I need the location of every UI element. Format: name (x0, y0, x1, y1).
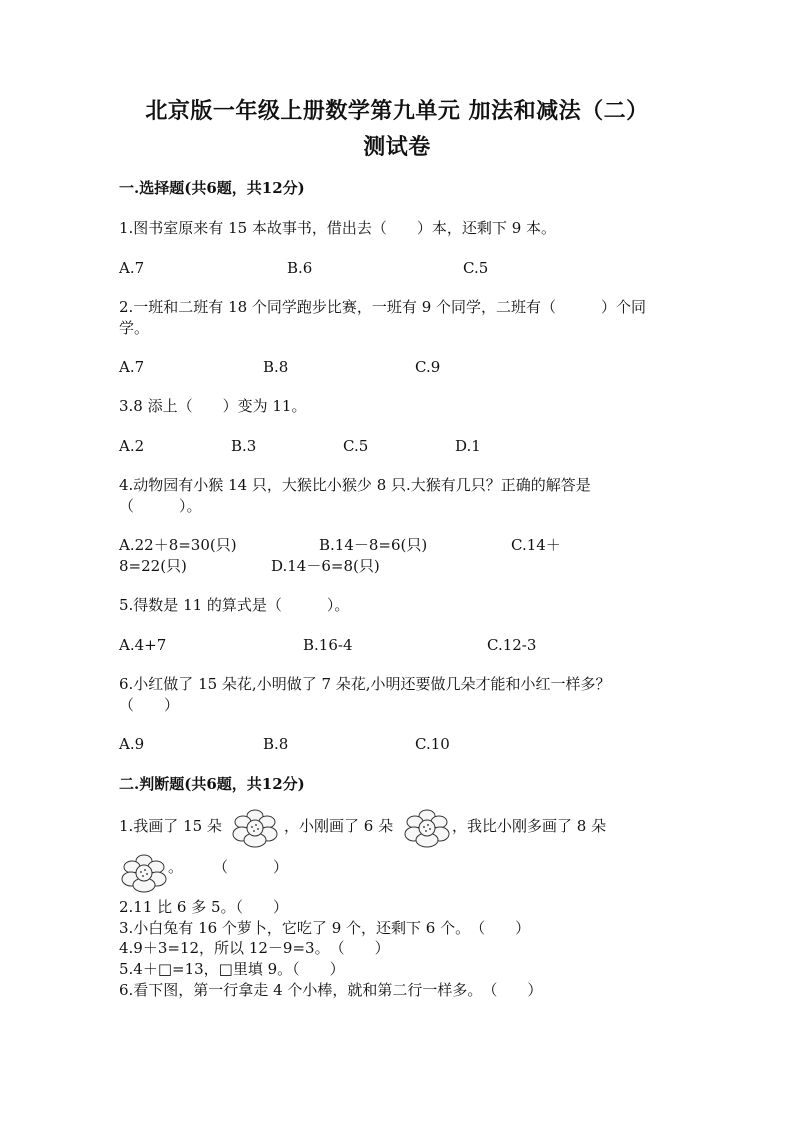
q1-4-text-line2: （ ）。 (119, 497, 202, 515)
q2-1-text-part3: ，我比小刚多画了 8 朵 (452, 817, 607, 835)
q1-4-option-c-part1: C.14＋ (511, 536, 561, 554)
q1-2-text-line1: 2.一班和二班有 18 个同学跑步比赛，一班有 9 个同学，二班有（ ）个同 (119, 298, 647, 316)
page-title: 北京版一年级上册数学第九单元 加法和减法（二） (145, 98, 649, 124)
q2-2-text: 2.11 比 6 多 5。（ ） (119, 898, 289, 916)
q1-4-option-d: D.14－6=8(只) (271, 557, 380, 575)
q2-1-text-part2: ，小刚画了 6 朵 (284, 817, 394, 835)
q2-3-text: 3.小白兔有 16 个萝卜，它吃了 9 个，还剩下 6 个。 （ ） (119, 919, 531, 937)
q1-6-option-a: A.9 (119, 735, 145, 753)
q1-4-option-b: B.14－8=6(只) (319, 536, 428, 554)
q1-6-option-b: B.8 (263, 735, 289, 753)
q1-4-text-line1: 4.动物园有小猴 14 只，大猴比小猴少 8 只.大猴有几只？正确的解答是 (119, 476, 591, 494)
q1-1-option-c: C.5 (463, 259, 489, 277)
q2-1-text-part4: 。 （ ） (168, 858, 289, 876)
q1-3-text: 3.8 添上（ ）变为 11。 (119, 397, 307, 415)
q1-4-option-a: A.22＋8=30(只) (119, 536, 237, 554)
q2-5-text: 5.4＋□=13，□里填 9。（ ） (119, 960, 345, 978)
q1-1-option-b: B.6 (287, 259, 313, 277)
q2-6-text: 6.看下图，第一行拿走 4 个小棒，就和第二行一样多。 （ ） (119, 981, 543, 999)
q1-4-option-c-part2: 8=22(只) (119, 557, 187, 575)
q1-6-option-c: C.10 (415, 735, 450, 753)
flower-icon (232, 808, 278, 848)
q1-5-option-b: B.16-4 (303, 636, 353, 654)
section2-heading: 二.判断题(共6题，共12分) (119, 775, 305, 793)
q1-2-option-b: B.8 (263, 358, 289, 376)
q1-1-text: 1.图书室原来有 15 本故事书，借出去（ ）本，还剩下 9 本。 (119, 219, 557, 237)
q1-1-option-a: A.7 (119, 259, 145, 277)
q1-5-text: 5.得数是 11 的算式是（ ）。 (119, 596, 350, 614)
q1-2-option-c: C.9 (415, 358, 441, 376)
q2-4-text: 4.9＋3=12，所以 12－9=3。 （ ） (119, 939, 390, 957)
q1-2-text-line2: 学。 (119, 319, 150, 337)
q1-3-option-a: A.2 (119, 437, 145, 455)
q1-2-option-a: A.7 (119, 358, 145, 376)
q2-1-text-part1: 1.我画了 15 朵 (119, 817, 222, 835)
q1-3-option-b: B.3 (231, 437, 257, 455)
page-subtitle: 测试卷 (363, 134, 431, 160)
flower-icon (121, 853, 167, 893)
q1-5-option-a: A.4+7 (119, 636, 167, 654)
q1-3-option-c: C.5 (343, 437, 369, 455)
section1-heading: 一.选择题(共6题，共12分) (119, 179, 305, 197)
q1-5-option-c: C.12-3 (487, 636, 537, 654)
q1-6-text-line1: 6.小红做了 15 朵花,小明做了 7 朵花,小明还要做几朵才能和小红一样多？ (119, 675, 611, 693)
flower-icon (404, 808, 450, 848)
q1-6-text-line2: （ ） (119, 696, 180, 714)
q1-3-option-d: D.1 (455, 437, 481, 455)
